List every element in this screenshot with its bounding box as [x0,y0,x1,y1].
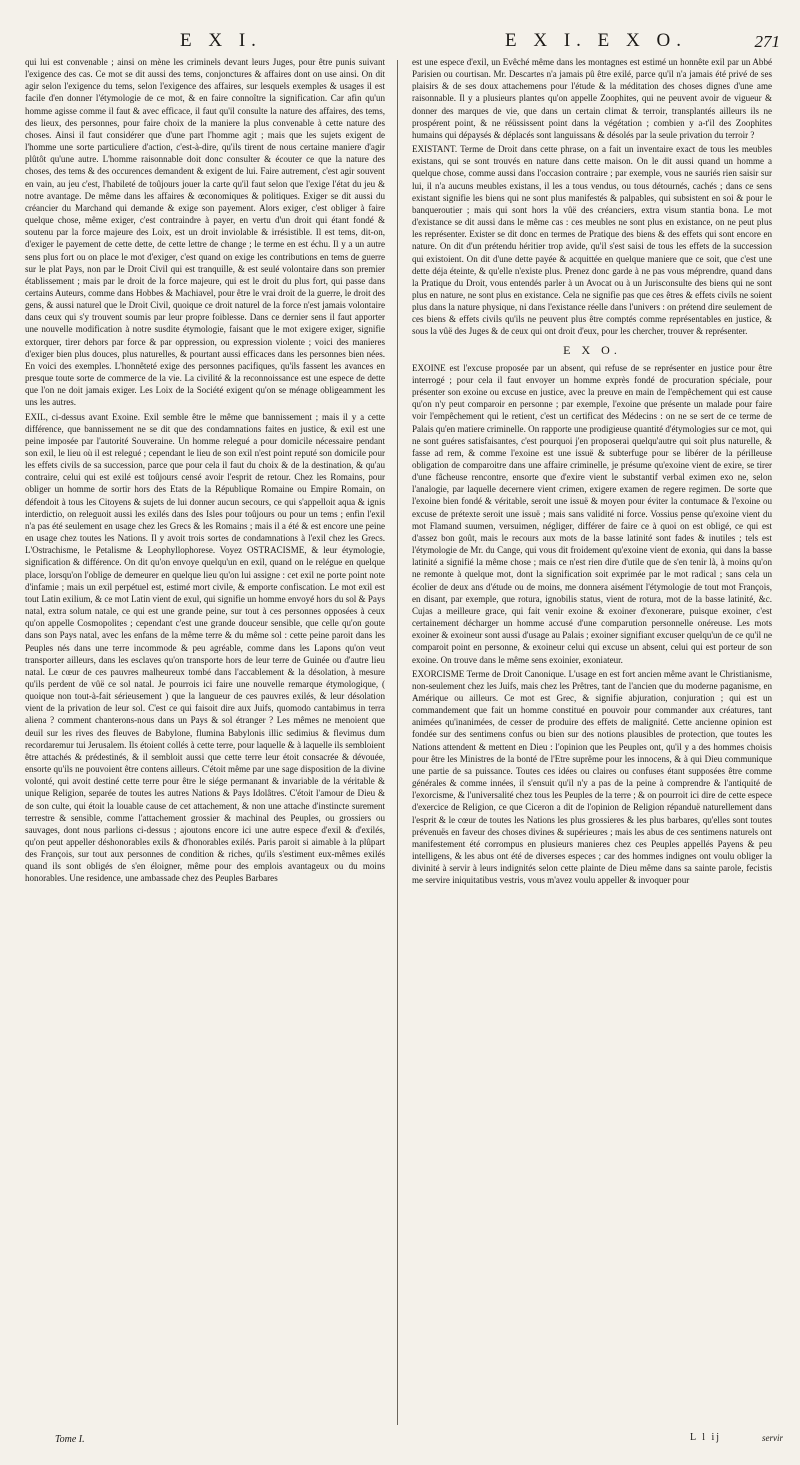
running-head-left: E X I. [180,30,262,51]
exorcisme-paragraph: EXORCISME Terme de Droit Canonique. L'usage en est fort ancien même avant le Christianisme, non-seulement chez les Juifs, mais chez les Prêtres, tant de l'ancien que du moderne paganisme, en Amérique ou ailleurs. Ce mot est Grec, & signifie abjuration, conjuration ; qui est un commandement que fait un homme constitué en pouvoir pour commander aux créatures, tant animées qu'inanimées, de cesser de produire des effets de malignité. Cette ancienne opinion est fondée sur des sentimens confus ou bien sur des notions plausibles de protection, que toutes les Nations attendent & mettent en Dieu : l'opinion que les Peuples ont, qu'il y a des hommes choisis pour être les Ministres de la bonté de l'Etre suprême pour les innocens, & à qui Dieu communique une partie de sa puissance. Toutes ces idées ou claires ou confuses étant supposées être comme générales & comme innées, il s'ensuit qu'il n'y a pas de la peine à comprendre & l'antiquité de l'exorcisme, & l'universalité chez tous les Peuples de la terre ; & on pourroit ici dire de cette espece d'exercice de Religion, ce que Ciceron a dit de l'opinion de Religion répanduë naturellement dans l'esprit & le cœur de toutes les Nations les plus grossieres & les plus barbares, qu'elles sont toutes prévenuës en faveur des choses divines & supérieures ; mais les abus de ces sentimens naturels ont manifestement été corrompus en plusieurs manieres chez ces Peuples appellés Payens & peu intelligens, & les abus ont été de diverses especes ; car des hommes indignes ont voulu obliger la divinité à servir à leurs indignités selon cette plainte de Dieu même dans sa sainte parole, fecistis me servire iniquitatibus vestris, vous m'avez voulu appeller & invoquer pour [412,668,772,886]
signature-mark: L l ij [690,1432,722,1443]
catchword: servir [762,1433,783,1443]
page-number: 271 [754,32,780,51]
running-head-right: E X I. E X O. [505,30,687,51]
exiger-paragraph: qui lui est convenable ; ainsi on mène les criminels devant leurs Juges, pour être punis suivant l'exigence des cas. Ce mot se dit aussi des tems, conjonctures & affaires dont on use ainsi. On dit agir selon l'exigence du tems, selon l'exigence des affaires, sur lesquels exemples & usages il est facile d'en donner l'étymologie de ce mot, & en faire connoître la signification. Car afin qu'un homme agisse comme il faut & avec efficace, il faut qu'il consulte la nature des affaires, des tems, des lieux, des personnes, pour faire choix de la maniere la plus convenable à cette nature des choses. Ainsi il faut considérer que d'une part l'homme agit ; mais que les sujets exigent de l'homme une sorte particuliere d'action, c'est-à-dire, qu'ils tirent de nous certaine maniere d'agir plûtôt qu'une autre. L'homme raisonnable doit donc consulter & écouter ce que la nature des choses, des tems & des occurences demandent & exigent de lui. Faire autrement, c'est agir souvent en vain, au jeu c'est, l'habileté de toûjours jouer la carte qu'il faut selon que l'exige l'état du jeu & notre avantage. De même dans les affaires & œconomiques & politiques. Exiger se dit aussi du créancier du Marchand qui demande & exige son payement. Alors exiger, c'est obliger à faire quelque chose, même exiger, c'est contraindre à payer, en vertu d'un droit qui étant fondé & soutenu par la force majeure des Loix, est un droit inviolable & irrésistible. Il est tems, dit-on, d'exiger le payement de cette dette, de cette lettre de change ; le terme en est échu. Il y a un autre sens plus fort ou on place le mot d'exiger, c'est quand on exige les contributions en tems de guerre sur le plat Pays, non par le Droit Civil qui est tranquille, & est seulé volontaire dans son premier établissement ; mais par le droit de la force majeure, qui est le droit du plus fort, qui passe dans certains Auteurs, comme dans Hobbes & Machiavel, pour être le vrai droit de la guerre, le droit des gens, & aussi naturel que le Droit Civil, quoique ce droit naturel de la force n'est jamais volontaire dans ceux qui s'y trouvent soumis par leur propre foiblesse. Dans ce dernier sens il faut apporter une nouvelle modification à notre susdite étymologie, faisant que le mot exigere exiger, signifie extorquer, tirer dehors par force & par oppression, ou expression violente ; voici des manieres d'exiger bien plus douces, plus naturelles, & pourtant aussi efficaces dans les personnes bien nées. En voici des exemples. L'honnêteté exige des personnes pacifiques, qu'ils fassent les avances en presque toute sorte de commerce de la vie. La civilité & la reconnoissance est une espece de dette que l'on ne doit jamais exiger. Les Loix de la Société exigent qu'on se ménage obligeamment les uns les autres. [25,57,385,408]
existant-paragraph: EXISTANT. Terme de Droit dans cette phrase, on a fait un inventaire exact de tous les meubles existans, qui se sont trouvés en nature dans cette maison. On le dit aussi quand un homme a quelque chose, comme aussi dans l'occasion contraire ; par exemple, vous ne sauriés rien saisir sur lui, il n'a aucuns meubles existans, il les a tous vendus, ou tous détournés, cachés ; dans ce sens existant signifie les biens qui ne sont plus manifestés & palpables, qui subsistent en soi & pour le banqueroutier ; mais qui sont hors la vûë des créanciers, extra visum stantia bona. Le mot d'existance se dit aussi dans le même cas : ces meubles ne sont plus en existance, on ne peut plus les représenter. Exister se dit donc en termes de Pratique des biens & des effets qui sont encore en nature. On dit d'un prétendu héritier trop avide, qu'il s'est saisi de tous les effets de la succession qui existoient. On dit d'une dette payée & acquittée en quelque maniere que ce soit, que c'est une dette déja éteinte, & qu'elle n'existe plus. Prenez donc garde à ne pas vous méprendre, quand dans la Pratique du Droit, vous entendés parler à un Avocat ou à un Jurisconsulte des biens qui ne sont plus en nature, ne sont plus en existance. Cela ne signifie pas que ces êtres & effets civils ne soient plus dans la nature physique, ni dans l'existance réelle dans l'univers : on prétend dire seulement de ces biens & effets civils qu'ils ne peuvent plus être comptés comme représentables en justice, & sous la vûë des Juges & de ceux qui ont droit d'eux, pour les chercher, trouver & représenter. [412,144,772,337]
section-heading-exo: E X O. [563,342,621,357]
volume-label: Tome I. [55,1434,85,1445]
left-column [25,56,385,1411]
column-divider [397,60,398,1425]
exoine-paragraph: EXOINE est l'excuse proposée par un absent, qui refuse de se représenter en justice pour être interrogé ; pour cela il faut envoyer un homme exprès fondé de procuration spéciale, pour présenter son exoine ou excuse en justice, avec la preuve en main de l'empêchement qui est cause qu'on n'y peut comparoir en personne ; par exemple, l'exoine que présente un malade pour faire voir l'empêchement qui le retient, c'est un certificat des Médecins : on ne se sert de ce terme de Palais qu'en matiere criminelle. On rapporte une prodigieuse quantité d'étymologies sur ce mot, qui ne sont guéres satisfaisantes, c'est pourquoi j'en proposerai quelqu'autre qui soit plus naturelle, & fasse ad rem, & comme l'exoine est une issuë & subterfuge pour se libérer de la périlleuse obligation de comparoitre dans une affaire criminelle, je présume qu'exoine vient de exire, se tirer d'une fâcheuse rencontre, ensorte que d'exire vient le substantif verbal eximen exo ne, selon l'analogie, par laquelle decernere vient crimen, exigere examen de regere regimen. De sorte que l'exoine bien fondé & véritable, seroit une issuë & moyen pour éviter la contumace & l'exoine ou excuse de prétexte seroit une issuë ; mais sans validité ni force. Vossius pense qu'exoine vient du mot Flamand suumen, versuimen, négliger, différer de faire ce à quoi on est obligé, ce qui est d'assez bon goût, mais le recours aux mots de la basse latinité sont fades & inutiles ; tels est l'étymologie de Mr. du Cange, qui vous dit froidement qu'exoine vient de exonia, qui dans la basse latinité a signifié la même chose ; mais ce n'est rien dire d'utile que de s'en tenir là, à moins qu'on ne remonte à quelque mot, dont la signification soit exprimée par le mot radical ; sans cela un écolier de deux ans d'étude ou de moins, me donnera aisément l'étymologie de tout mot François, en disant, par exemple, que rotura, ignobilis status, vient de rotura, mot de la basse latinité, &c. Cujas a meilleure grace, qui fait venir exoine & exoiner d'exonerare, puisque exoiner, c'est certainement décharger un homme accusé d'une comparution personnelle onéreuse. Les mots exoiner & exoineur sont aussi d'usage au Palais ; exoiner signifiant excuser quelqu'un de ce qu'il ne comparoit point en personne, & exoineur celui qui excuse un absent, celui qui est porteur de son exoine. On trouve dans le même sens exoinier, exoniateur. [412,362,772,665]
exil-paragraph: EXIL, ci-dessus avant Exoine. Exil semble être le même que bannissement ; mais il y a cette différence, que bannissement ne se dit que des condamnations faites en justice, & exil est une peine imposée par l'autorité Souveraine. Un homme relegué a pour domicile nécessaire pendant son exil, le lieu où il est relegué ; cependant le lieu de son exil n'est point reputé son domicile pour les effets civils de sa succession, parce que pour cela il faut du choix & de la destination, & qu'au contraire, celui qui est exilé est toûjours censé avoir l'esprit de retour. Chez les Romains, pour obliger un homme de sortir hors des Etats de la République Romaine ou Empire Romain, on défendoit à tous les Citoyens & sujets de lui donner aucun secours, ce qui s'appelloit aqua & ignis interdictio, on releguoit aussi les exilés dans des Isles pour toûjours ou pour un tems ; enfin l'exil n'a pas été seulement en usage chez les Grecs & les Romains ; mais il a été & est encore une peine en usage chez toutes les Nations. Il y avoit trois sortes de condamnations à l'exil chez les Grecs. L'Ostrachisme, le Petalisme & Leophyllophorese. Voyez OSTRACISME, & leur étymologie, signification & différence. On dit qu'on envoye quelqu'un en exil, quand on le relégue en quelque place, lorsqu'on l'oblige de demeurer en quelque lieu qu'on lui assigne : cet exil ne porte point note d'infamie ; mais un exil perpétuel est, estimé mort civile, & emporte confiscation. Le mot exil est tout Latin exilium, & ce mot Latin vient de exul, qui signifie un homme envoyé hors du sol & Pays natal, extra solum natale, ce qui est une grande peine, sur tout à ces personnes opposées à ceux qu'on appelle Cosmopolites ; cependant c'est une grande douceur sensible, que celle qu'on goute dans son Pays natal, avec les enfans de la même terre & du même sol : cette peine paroit dans les Peuples nés dans une terre incommode & peu agréable, comme dans les Lapons qu'on veut transporter ailleurs, dans les esclaves qu'on transporte hors de leur terre de Guinée ou d'autre lieu natal. Le cœur de ces pauvres malheureux tombé dans l'accablement & la désolation, à mesure qu'ils perdent de vûë ce sol natal. Je pourrois ici faire une nouvelle remarque étymologique, ( quoique non tout-à-fait sérieusement ) que la langueur de ces pauvres exilés, & leur désolation vient de la privation de leur sol. C'est ce qui faisoit dire aux Juifs, quomodo cantabimus in terra aliena ? comment chanterons-nous dans un Pays & sol étranger ? Les mêmes ne menoient que deuil sur les rives des fleuves de Babylone, flumina Babylonis illic sedimius & flevimus dum recordaremur tui Jerusalem. Ils étoient collés à cette terre, pour laquelle & à laquelle ils sembloient être attachés & prédestinés, & il sembloit aussi que cette terre leur étoit consacrée & dévouée, ensorte qu'ils ne pouvoient être contens ailleurs. C'étoit même par une sage disposition de la divine volonté, qui avoit destiné cette terre pour être le siége permanant & invariable de la véritable & unique Religion, separée de toutes les autres Nations & Pays Idolâtres. C'étoit l'amour de Dieu & de son culte, qui étoit la louable cause de cet attachement, & non une attache d'instincte surement terrestre & sensible, comme l'attachement grossier & machinal des Peuples, ou grossiers ou sauvages, dont nous parlions ci-dessus ; ajoutons encore ici une autre espece d'exil & d'exilés, qu'on peut appeller déshonorables exils & d'honorables exilés. Paris paroit si aimable à la plûpart des François, sur tout aux personnes de condition & riches, qu'ils s'estiment eux-mêmes exilés quand ils sont obligés de s'en éloigner, même pour des emplois avantageux ou du moins honorables. Une residence, une ambassade chez des Peuples Barbares [25,411,385,884]
right-column [412,56,772,1411]
exil-continued-paragraph: est une espece d'exil, un Evêché même dans les montagnes est estimé un honnête exil par un Abbé Parisien ou courtisan. Mr. Descartes n'a jamais pû être exilé, parce qu'il n'a jamais été privé de ses plaisirs & de ses doux attachemens pour l'étude & la méditation des choses dignes d'une ame raisonnable. Il y a plusieurs plantes qu'on appelle Zoophites, qui ne peuvent avoir de vigueur & donner des marques de vie, que dans un certain climat & terroir, transplantés ailleurs ils ne prospérent point, & ne réüssissent point dans la végétation ; combien y a-t'il des Zoophites humains qui dépaysés & déplacés sont languissans & désolés par la seule privation du terroir ? [412,57,772,140]
